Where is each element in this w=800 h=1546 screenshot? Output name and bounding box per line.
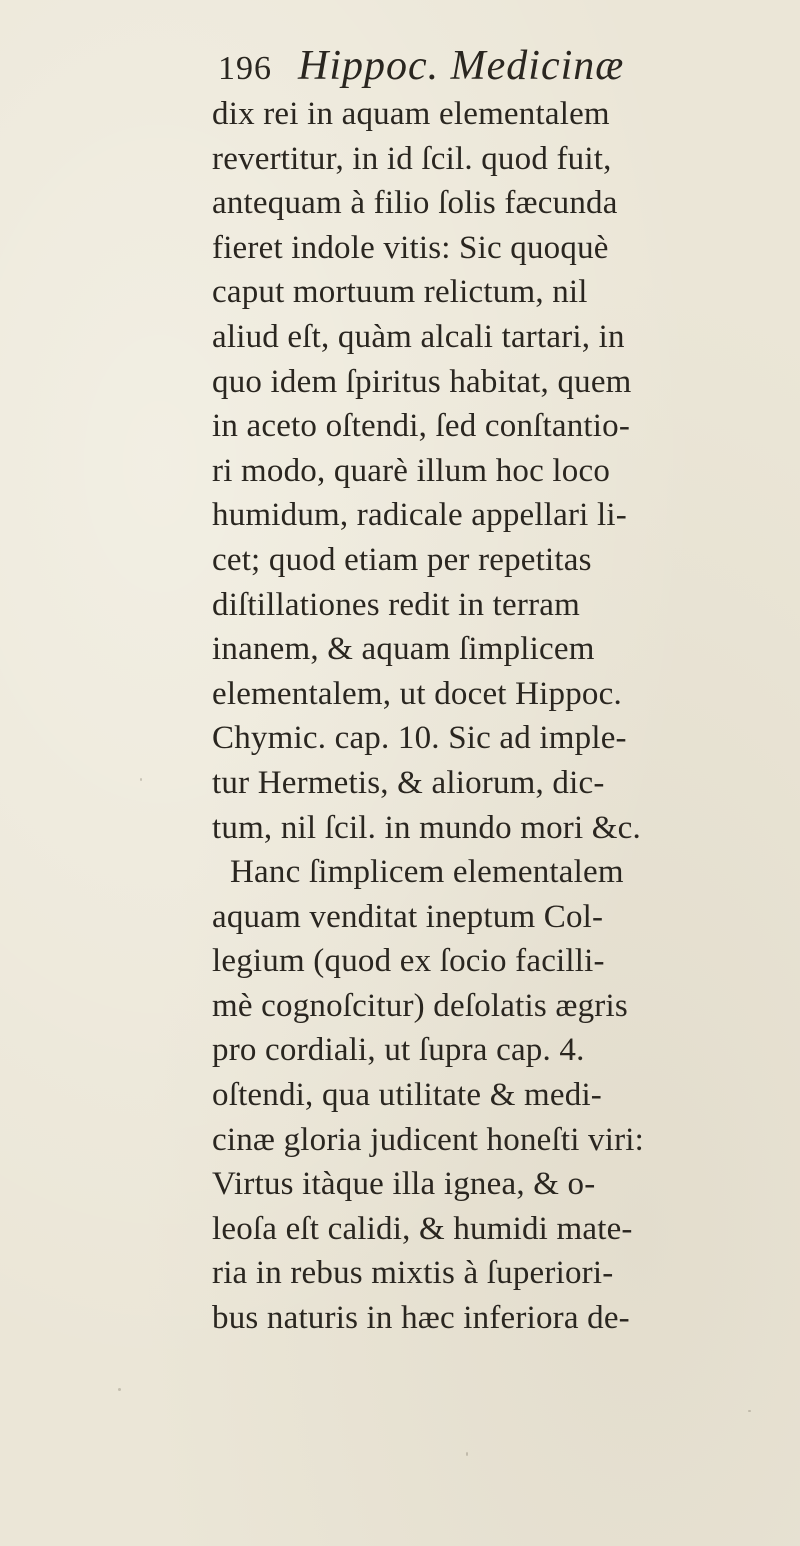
text-line: Virtus itàque illa ignea, & o- — [212, 1166, 596, 1203]
text-line: cinæ gloria judicent honeſti viri: — [212, 1121, 645, 1158]
text-line: Hanc ſimplicem elementalem — [230, 854, 624, 891]
text-line: aliud eſt, quàm alcali tartari, in — [212, 318, 625, 355]
body-text — [212, 92, 772, 1341]
paper-speck — [118, 1388, 121, 1391]
text-line: antequam à filio ſolis fæcunda — [212, 185, 618, 222]
text-line: inanem, & aquam ſimplicem — [212, 631, 595, 668]
text-line: dix rei in aquam elementalem — [212, 96, 610, 132]
text-line: ri modo, quarè illum hoc loco — [212, 452, 611, 489]
text-line: ria in rebus mixtis à ſuperiori- — [212, 1255, 614, 1292]
text-line: revertitur, in id ſcil. quod fuit, — [212, 140, 612, 177]
text-line: Chymic. cap. 10. Sic ad imple- — [212, 720, 627, 757]
text-line: humidum, radicale appellari li- — [212, 497, 627, 534]
text-line: elementalem, ut docet Hippoc. — [212, 675, 622, 712]
page-number: 196 — [218, 50, 272, 87]
paper-speck — [466, 1452, 468, 1456]
text-line: diſtillationes redit in terram — [212, 586, 580, 623]
running-head: Hippoc. Medicinæ — [298, 43, 625, 89]
text-line: bus naturis in hæc inferiora de- — [212, 1300, 630, 1337]
text-line: tum, nil ſcil. in mundo mori &c. — [212, 809, 641, 846]
page-header — [218, 42, 624, 92]
text-line: in aceto oſtendi, ſed conſtantio- — [212, 408, 631, 445]
text-line: cet; quod etiam per repetitas — [212, 541, 592, 578]
text-line: tur Hermetis, & aliorum, dic- — [212, 764, 605, 801]
text-line: caput mortuum relictum, nil — [212, 274, 588, 311]
text-line: leoſa eſt calidi, & humidi mate- — [212, 1210, 633, 1247]
text-line: legium (quod ex ſocio facilli- — [212, 943, 605, 980]
paper-speck — [140, 778, 142, 781]
text-line: quo idem ſpiritus habitat, quem — [212, 363, 632, 400]
text-line: mè cognoſcitur) deſolatis ægris — [212, 987, 628, 1024]
paper-speck — [748, 1410, 751, 1412]
text-line: fieret indole vitis: Sic quoquè — [212, 229, 609, 266]
text-line: oſtendi, qua utilitate & medi- — [212, 1077, 602, 1114]
text-line: pro cordiali, ut ſupra cap. 4. — [212, 1032, 585, 1069]
text-line: aquam venditat ineptum Col- — [212, 898, 604, 935]
